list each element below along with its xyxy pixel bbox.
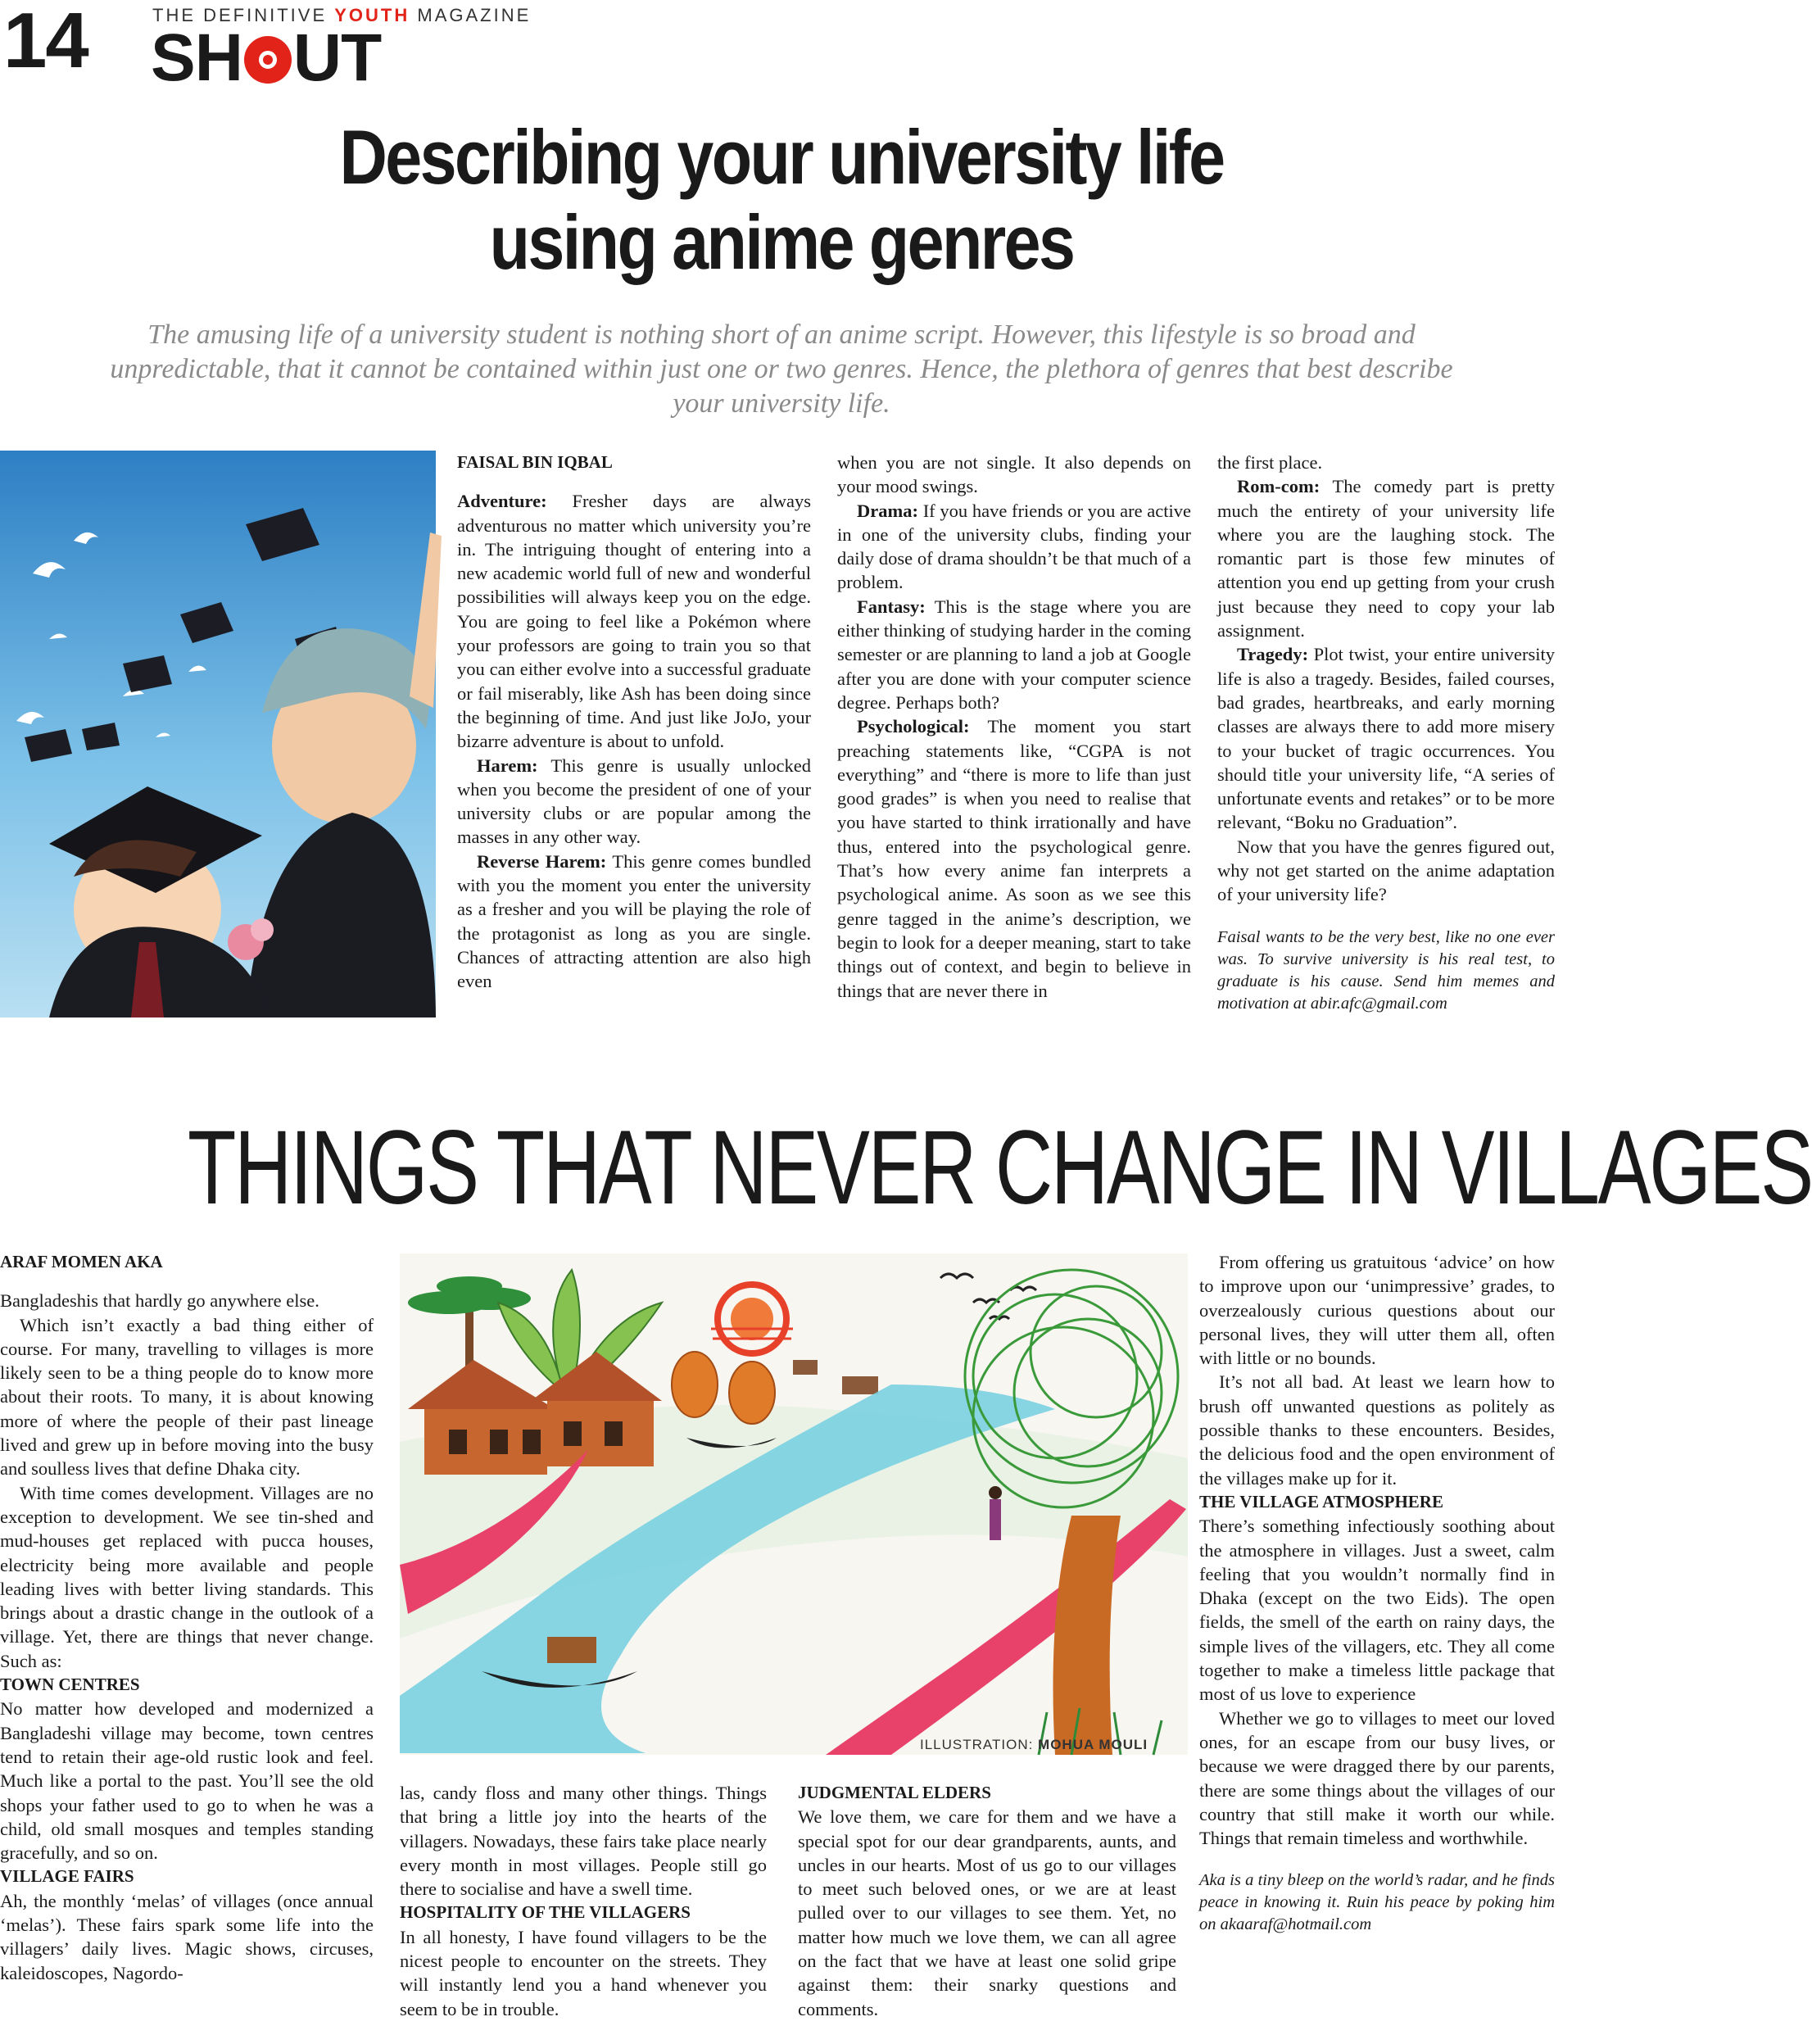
magazine-logo: SH UT xyxy=(151,20,382,95)
page-number: 14 xyxy=(3,0,88,84)
illustration-credit: ILLUSTRATION: MOHUA MOULI xyxy=(920,1737,1148,1752)
article-deck: The amusing life of a university student is nothing short of an anime script. However, this lifestyle is so broad and unpredictable, that it cannot be contained within just one or two genres. Hence, the plethora of genres that best describe your university life. xyxy=(110,320,1453,419)
logo-o-icon xyxy=(244,36,292,84)
subheading-judgmental-elders: JUDGMENTAL ELDERS xyxy=(798,1783,991,1802)
article-title: Describing your university life using anime genres xyxy=(339,114,1224,285)
subheading-hospitality: HOSPITALITY OF THE VILLAGERS xyxy=(400,1902,691,1923)
article1-column-1: FAISAL BIN IQBAL Adventure: Fresher days are always adventurous no matter which university you’re in. The intriguing thought of entering into a new academic world full of new and wonderful possibilities will always keep you on the edge. You are going to feel like a Pokémon where your professors are going to train you so that you can either evolve into a successful graduate or fail miserably, like Ash has been doing since the beginning of time. And just like JoJo, your bizarre adventure is about to unfold. Harem: This genre is usually unlocked when you become the president of one of your university clubs or are popular among the masses in any other way. Reverse Harem: This genre comes bundled with you the moment you enter the university as a fresher and you will be playing the role of the protagonist as long as you are single. Chances of attracting attention are also high even xyxy=(457,452,811,992)
author-bio: Aka is a tiny bleep on the world’s radar, and he finds peace in knowing it. Ruin his peace by poking him on akaaraf@hotmail.com xyxy=(1199,1871,1555,1934)
article2-column-1: ARAF MOMEN AKA Bangladeshis that hardly go anywhere else. Which isn’t exactly a bad thing either of course. For many, travelling to villages is more likely seen to be a thing people do to know more about their roots. To many, it is about knowing more of where the people of their past lineage lived and grew up in before moving into the busy and soulless lives that define Dhaka city. With time comes development. Villages are no exception to development. We see tin-shed and mud-houses get replaced with pucca houses, electricity being more available and people leading lives with better living standards. This brings about a drastic change in the outlook of a village. Yet, there are things that never change. Such as: TOWN CENTRES No matter how developed and modernized a Bangladeshi village may become, town centres tend to retain their age-old rustic look and feel. Much like a portal to the past. You’ll see the old shops your father used to go to when he was a child, old small mosques and temples standing gracefully, and so on. VILLAGE FAIRS Ah, the monthly ‘melas’ of villages (once annual ‘melas’). These fairs spark some life into the villagers’ daily lives. Magic shows, circuses, kaleidoscopes, Nagordo- xyxy=(0,1252,374,1983)
subheading-village-atmosphere: THE VILLAGE ATMOSPHERE xyxy=(1199,1491,1443,1511)
article2-title: THINGS THAT NEVER CHANGE IN VILLAGES xyxy=(187,1109,1812,1226)
article1-column-3: the first place. Rom-com: The comedy part is pretty much the entirety of your university life where you are the laughing stock. The romantic part is those few minutes of attention you end up getting from your crush just because they need to copy your lab assignment. Tragedy: Plot twist, your entire university life is also a tragedy. Besides, failed courses, bad grades, heartbreaks, and early morning classes are always there to add more misery to your bucket of tragic occurrences. You should title your university life, “A series of unfortunate events and retakes” or to be more relevant, “Boku no Graduation”. Now that you have the genres figured out, why not get started on the anime adaptation of your university life? Faisal wants to be the very best, like no one ever was. To survive university is his real test, to graduate is his cause. Send him memes and motivation at abir.afc@gmail.com xyxy=(1217,451,1555,1015)
tagline-highlight: YOUTH xyxy=(334,5,410,25)
anime-graduation-illustration xyxy=(0,451,436,1017)
article1-byline: FAISAL BIN IQBAL xyxy=(457,452,613,472)
article1-column-2: when you are not single. It also depends on your mood swings. Drama: If you have friends or you are active in one of the university clubs, finding your daily dose of drama shouldn’t be that much of a problem. Fantasy: This is the stage where you are either thinking of studying harder in the coming semester or are planning to land a job at Google after you are done with your computer science degree. Perhaps both? Psychological: The moment you start preaching statements like, “CGPA is not everything” and “there is more to life than just good grades” is when you need to realise that you have started to think irrationally and have thus, entered into the psychological genre. That’s how every anime fan interprets a psychological anime. As soon as we see this genre tagged in the anime’s description, we begin to look for a deeper meaning, start to take things out of context, and begin to believe in things that are never there in xyxy=(837,452,1191,1001)
subheading-village-fairs: VILLAGE FAIRS xyxy=(0,1866,134,1887)
village-illustration xyxy=(400,1253,1188,1755)
article2-column-3: JUDGMENTAL ELDERS We love them, we care for them and we have a special spot for our dear grandparents, aunts, and uncles in our hearts. Most of us go to our villages to meet such beloved ones, or we are at least pulled over to our villages to see them. Yet, no matter how much we love them, we can all agree on the fact that we have at least one solid gripe against them: their snarky questions and comments. xyxy=(798,1783,1176,2019)
magazine-tagline: THE DEFINITIVE YOUTH MAGAZINE xyxy=(152,5,532,25)
article2-column-2: las, candy floss and many other things. Things that bring a little joy into the hearts of the villagers. Nowadays, these fairs take place nearly every month in most villages. People still go there to socialise and have a swell time. HOSPITALITY OF THE VILLAGERS In all honesty, I have found villagers to be the nicest people to encounter on the streets. They will instantly lend you a hand whenever you seem to be in trouble. xyxy=(400,1783,767,2019)
article2-byline: ARAF MOMEN AKA xyxy=(0,1252,163,1271)
subheading-town-centres: TOWN CENTRES xyxy=(0,1675,140,1695)
article2-column-4: From offering us gratuitous ‘advice’ on how to improve upon our ‘unimpressive’ grades, to overzealously curious questions about our personal lives, they will utter them all, often with little or no bounds. It’s not all bad. At least we learn how to brush off unwanted questions as politely as possible thanks to these encounters. Besides, the delicious food and the open environment of the villages make up for it. THE VILLAGE ATMOSPHERE There’s something infectiously soothing about the atmosphere in villages. Just a sweet, calm feeling that you wouldn’t normally find in Dhaka (except on the two Eids). The open fields, the smell of the earth on rainy days, the simple lives of the villagers, etc. They all come together to make a timeless little package that most of us love to experience Whether we go to villages to meet our loved ones, for an escape from our busy lives, or because we were dragged there by our parents, there are some things about the villages of our country that still make it worth our while. Things that remain timeless and worthwhile. Aka is a tiny bleep on the world’s radar, and he finds peace in knowing it. Ruin his peace by poking him on akaaraf@hotmail.com xyxy=(1199,1250,1555,1936)
author-bio: Faisal wants to be the very best, like no one ever was. To survive university is his real test, to graduate is his cause. Send him memes and motivation at abir.afc@gmail.com xyxy=(1217,927,1555,1013)
